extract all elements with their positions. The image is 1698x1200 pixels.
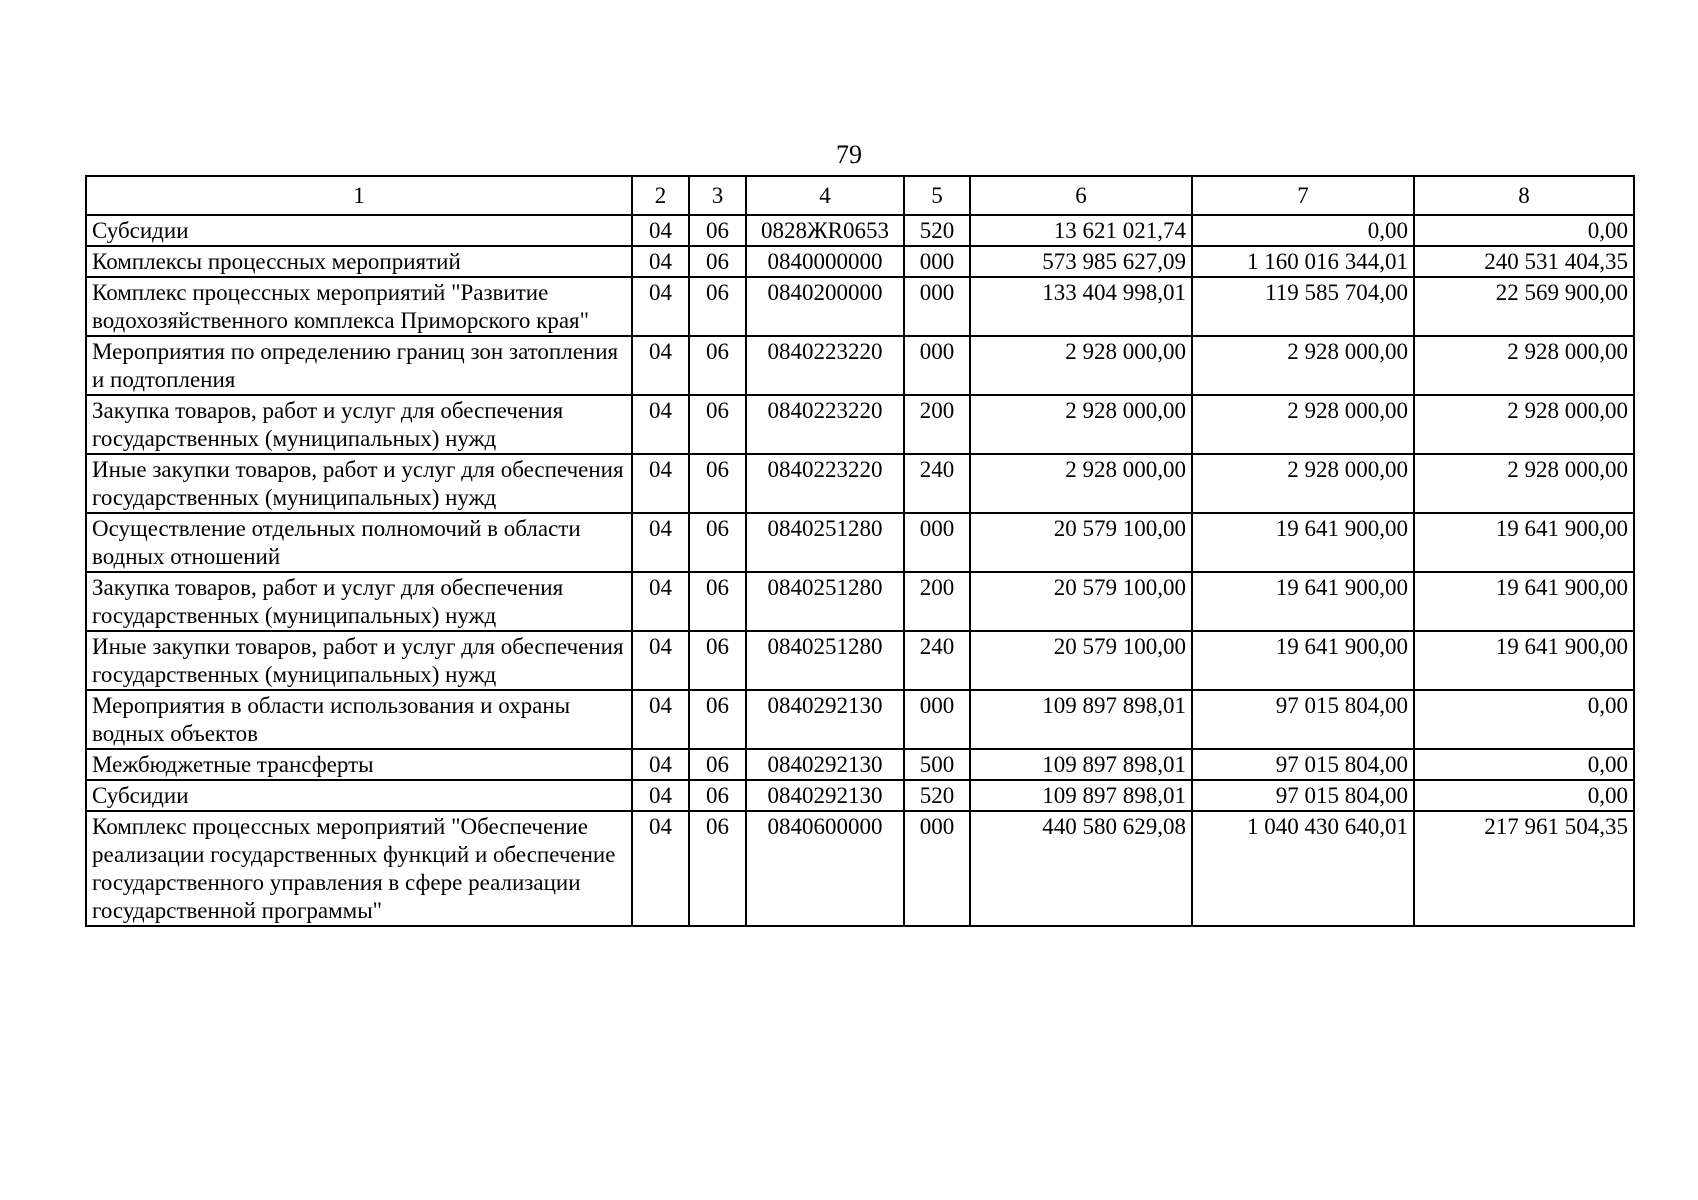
item-name-cell: Закупка товаров, работ и услуг для обеспечения государственных (муниципальных) нужд: [86, 395, 632, 454]
expense-type-cell: 000: [904, 336, 970, 395]
amount-col7-cell: 97 015 804,00: [1192, 690, 1414, 749]
amount-col8-cell: 0,00: [1414, 690, 1634, 749]
amount-col6-cell: 440 580 629,08: [970, 811, 1192, 926]
amount-col7-cell: 2 928 000,00: [1192, 336, 1414, 395]
subsection-code-cell: 06: [689, 513, 746, 572]
amount-col8-cell: 19 641 900,00: [1414, 572, 1634, 631]
table-row: [86, 749, 1634, 780]
expense-type-cell: 000: [904, 690, 970, 749]
amount-col6-cell: 20 579 100,00: [970, 513, 1192, 572]
amount-col7-cell: 119 585 704,00: [1192, 277, 1414, 336]
table-row: [86, 811, 1634, 926]
section-code-cell: 04: [632, 811, 689, 926]
section-code-cell: 04: [632, 336, 689, 395]
subsection-code-cell: 06: [689, 277, 746, 336]
page-number: 79: [836, 140, 862, 169]
table-row: [86, 215, 1634, 246]
amount-col6-cell: 109 897 898,01: [970, 690, 1192, 749]
column-header: 8: [1414, 176, 1634, 215]
expense-type-cell: 200: [904, 395, 970, 454]
amount-col8-cell: 0,00: [1414, 215, 1634, 246]
section-code-cell: 04: [632, 215, 689, 246]
column-header: 1: [86, 176, 632, 215]
amount-col8-cell: 19 641 900,00: [1414, 631, 1634, 690]
expense-type-cell: 000: [904, 811, 970, 926]
amount-col8-cell: 0,00: [1414, 780, 1634, 811]
expense-type-cell: 000: [904, 246, 970, 277]
subsection-code-cell: 06: [689, 811, 746, 926]
subsection-code-cell: 06: [689, 780, 746, 811]
subsection-code-cell: 06: [689, 572, 746, 631]
table-row: [86, 395, 1634, 454]
table-body: [86, 215, 1634, 926]
expense-type-cell: 000: [904, 277, 970, 336]
amount-col6-cell: 109 897 898,01: [970, 780, 1192, 811]
expense-type-cell: 520: [904, 780, 970, 811]
section-code-cell: 04: [632, 277, 689, 336]
subsection-code-cell: 06: [689, 336, 746, 395]
amount-col8-cell: 19 641 900,00: [1414, 513, 1634, 572]
section-code-cell: 04: [632, 749, 689, 780]
amount-col6-cell: 109 897 898,01: [970, 749, 1192, 780]
section-code-cell: 04: [632, 513, 689, 572]
target-article-cell: 0840223220: [746, 395, 904, 454]
table-row: [86, 336, 1634, 395]
target-article-cell: 0840292130: [746, 780, 904, 811]
table-row: [86, 780, 1634, 811]
column-header: 3: [689, 176, 746, 215]
item-name-cell: Осуществление отдельных полномочий в области водных отношений: [86, 513, 632, 572]
subsection-code-cell: 06: [689, 215, 746, 246]
header-row: [86, 176, 1634, 215]
target-article-cell: 0840251280: [746, 513, 904, 572]
target-article-cell: 0840292130: [746, 690, 904, 749]
amount-col6-cell: 2 928 000,00: [970, 454, 1192, 513]
expense-type-cell: 200: [904, 572, 970, 631]
target-article-cell: 0840251280: [746, 572, 904, 631]
table-row: [86, 277, 1634, 336]
section-code-cell: 04: [632, 631, 689, 690]
expense-type-cell: 240: [904, 454, 970, 513]
target-article-cell: 0840200000: [746, 277, 904, 336]
amount-col6-cell: 2 928 000,00: [970, 395, 1192, 454]
subsection-code-cell: 06: [689, 395, 746, 454]
column-header: 5: [904, 176, 970, 215]
amount-col6-cell: 13 621 021,74: [970, 215, 1192, 246]
column-header: 7: [1192, 176, 1414, 215]
budget-table: [85, 175, 1635, 927]
subsection-code-cell: 06: [689, 631, 746, 690]
amount-col6-cell: 2 928 000,00: [970, 336, 1192, 395]
amount-col6-cell: 20 579 100,00: [970, 631, 1192, 690]
table-row: [86, 513, 1634, 572]
amount-col7-cell: 1 040 430 640,01: [1192, 811, 1414, 926]
column-header: 4: [746, 176, 904, 215]
item-name-cell: Мероприятия в области использования и охраны водных объектов: [86, 690, 632, 749]
section-code-cell: 04: [632, 690, 689, 749]
column-header: 2: [632, 176, 689, 215]
target-article-cell: 0840251280: [746, 631, 904, 690]
target-article-cell: 0840292130: [746, 749, 904, 780]
table-row: [86, 631, 1634, 690]
item-name-cell: Комплекс процессных мероприятий "Развитие водохозяйственного комплекса Приморского края": [86, 277, 632, 336]
amount-col6-cell: 573 985 627,09: [970, 246, 1192, 277]
target-article-cell: 0828ЖR0653: [746, 215, 904, 246]
amount-col7-cell: 19 641 900,00: [1192, 572, 1414, 631]
column-header: 6: [970, 176, 1192, 215]
amount-col7-cell: 97 015 804,00: [1192, 780, 1414, 811]
amount-col7-cell: 2 928 000,00: [1192, 454, 1414, 513]
amount-col8-cell: 2 928 000,00: [1414, 336, 1634, 395]
section-code-cell: 04: [632, 395, 689, 454]
target-article-cell: 0840223220: [746, 454, 904, 513]
amount-col8-cell: 0,00: [1414, 749, 1634, 780]
amount-col8-cell: 217 961 504,35: [1414, 811, 1634, 926]
item-name-cell: Субсидии: [86, 780, 632, 811]
table-row: [86, 454, 1634, 513]
subsection-code-cell: 06: [689, 454, 746, 513]
amount-col7-cell: 1 160 016 344,01: [1192, 246, 1414, 277]
expense-type-cell: 500: [904, 749, 970, 780]
table-row: [86, 690, 1634, 749]
item-name-cell: Межбюджетные трансферты: [86, 749, 632, 780]
item-name-cell: Иные закупки товаров, работ и услуг для обеспечения государственных (муниципальных) нужд: [86, 631, 632, 690]
target-article-cell: 0840000000: [746, 246, 904, 277]
item-name-cell: Иные закупки товаров, работ и услуг для обеспечения государственных (муниципальных) нужд: [86, 454, 632, 513]
amount-col7-cell: 2 928 000,00: [1192, 395, 1414, 454]
section-code-cell: 04: [632, 454, 689, 513]
target-article-cell: 0840600000: [746, 811, 904, 926]
subsection-code-cell: 06: [689, 246, 746, 277]
expense-type-cell: 240: [904, 631, 970, 690]
subsection-code-cell: 06: [689, 690, 746, 749]
table-row: [86, 572, 1634, 631]
item-name-cell: Субсидии: [86, 215, 632, 246]
item-name-cell: Комплексы процессных мероприятий: [86, 246, 632, 277]
amount-col7-cell: 0,00: [1192, 215, 1414, 246]
amount-col7-cell: 19 641 900,00: [1192, 513, 1414, 572]
amount-col7-cell: 19 641 900,00: [1192, 631, 1414, 690]
expense-type-cell: 000: [904, 513, 970, 572]
subsection-code-cell: 06: [689, 749, 746, 780]
amount-col8-cell: 2 928 000,00: [1414, 395, 1634, 454]
item-name-cell: Мероприятия по определению границ зон затопления и подтопления: [86, 336, 632, 395]
table-row: [86, 246, 1634, 277]
section-code-cell: 04: [632, 572, 689, 631]
section-code-cell: 04: [632, 246, 689, 277]
amount-col8-cell: 22 569 900,00: [1414, 277, 1634, 336]
item-name-cell: Комплекс процессных мероприятий "Обеспечение реализации государственных функций и обеспечение государственного управления в сфере реализации государственной программы": [86, 811, 632, 926]
amount-col8-cell: 2 928 000,00: [1414, 454, 1634, 513]
expense-type-cell: 520: [904, 215, 970, 246]
section-code-cell: 04: [632, 780, 689, 811]
target-article-cell: 0840223220: [746, 336, 904, 395]
item-name-cell: Закупка товаров, работ и услуг для обеспечения государственных (муниципальных) нужд: [86, 572, 632, 631]
amount-col6-cell: 20 579 100,00: [970, 572, 1192, 631]
amount-col7-cell: 97 015 804,00: [1192, 749, 1414, 780]
amount-col6-cell: 133 404 998,01: [970, 277, 1192, 336]
amount-col8-cell: 240 531 404,35: [1414, 246, 1634, 277]
